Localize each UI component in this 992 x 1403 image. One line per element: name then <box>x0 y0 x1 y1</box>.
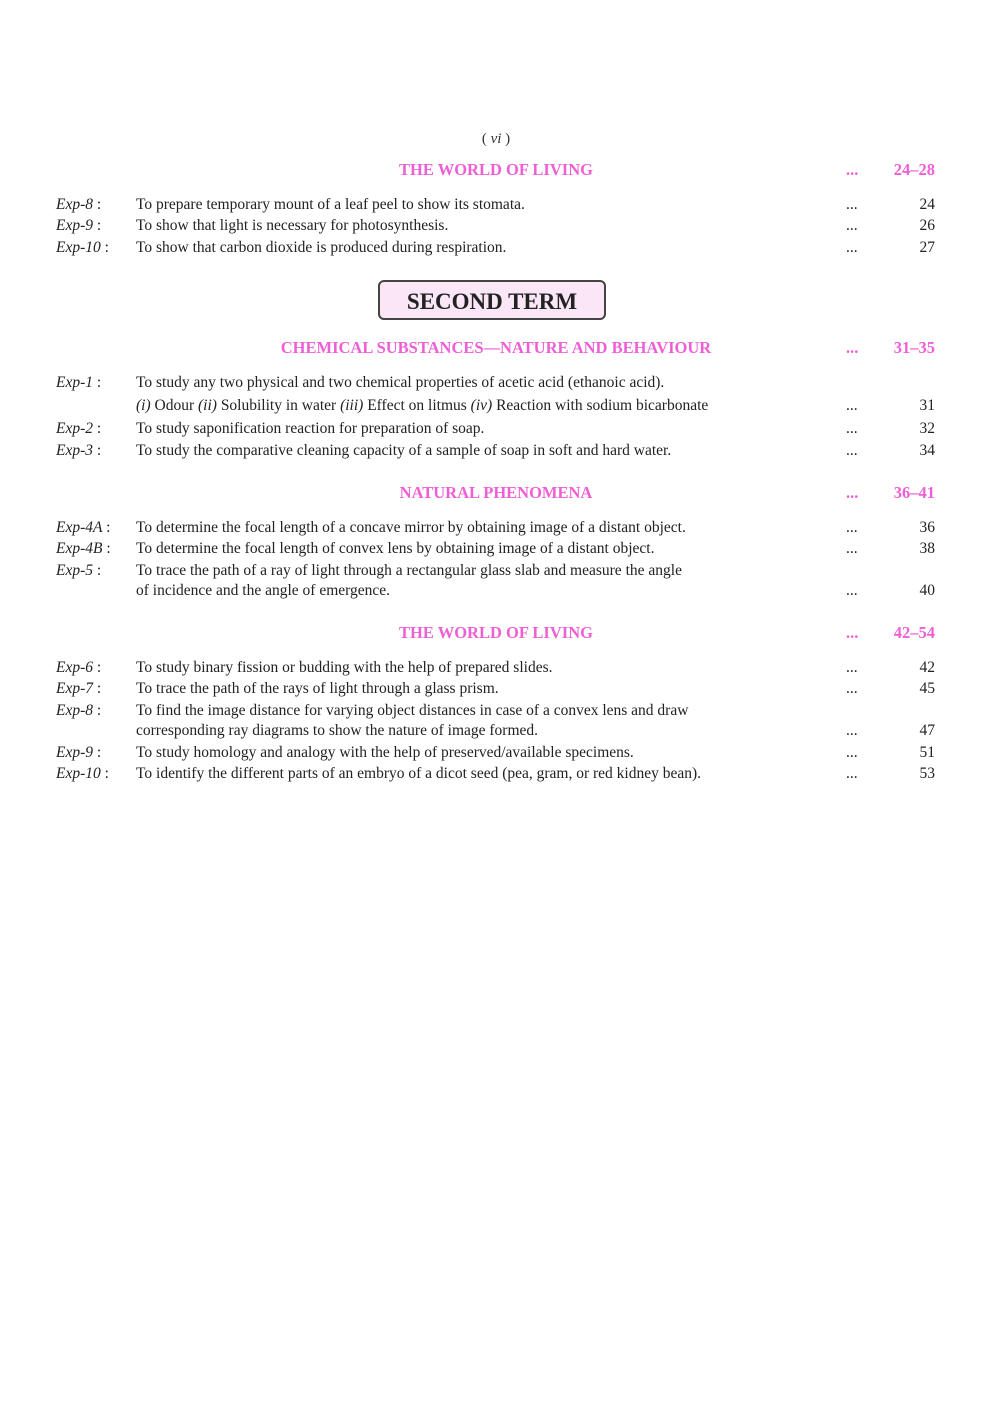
section-title: THE WORLD OF LIVING <box>399 160 593 179</box>
exp-label: Exp-10 : <box>56 239 109 256</box>
toc-row <box>0 678 992 699</box>
exp-description: To study the comparative cleaning capacity of a sample of soap in soft and hard water. <box>136 442 672 459</box>
toc-row <box>0 395 992 416</box>
exp-description: To determine the focal length of a concave mirror by obtaining image of a distant object. <box>136 519 686 536</box>
term-heading: SECOND TERM <box>378 280 606 320</box>
leader-dots: ... <box>846 338 859 357</box>
page-ref: 32 <box>919 420 935 437</box>
exp-description: To find the image distance for varying object distances in case of a convex lens and draw <box>136 702 689 719</box>
exp-label: Exp-10 : <box>56 765 109 782</box>
section-pages: 24–28 <box>893 160 935 179</box>
exp-label: Exp-3 : <box>56 442 102 459</box>
exp-label: Exp-1 : <box>56 374 102 391</box>
toc-row <box>0 763 992 784</box>
page-ref: 47 <box>919 722 935 739</box>
exp-label: Exp-4B : <box>56 540 111 557</box>
page-ref: 31 <box>919 397 935 414</box>
exp-description: To study saponification reaction for preparation of soap. <box>136 420 485 437</box>
toc-row <box>0 418 992 439</box>
exp-description: To prepare temporary mount of a leaf peel to show its stomata. <box>136 196 525 213</box>
exp-description: To show that carbon dioxide is produced during respiration. <box>136 239 507 256</box>
toc-row <box>0 657 992 678</box>
leader-dots: ... <box>846 442 858 459</box>
exp-description: To trace the path of a ray of light through a rectangular glass slab and measure the angle <box>136 562 682 579</box>
toc-row <box>0 194 992 215</box>
toc-row <box>0 215 992 236</box>
exp-label: Exp-2 : <box>56 420 102 437</box>
section-title: NATURAL PHENOMENA <box>399 483 593 502</box>
exp-label: Exp-8 : <box>56 702 102 719</box>
exp-label: Exp-8 : <box>56 196 102 213</box>
leader-dots: ... <box>846 519 858 536</box>
leader-dots: ... <box>846 217 858 234</box>
page-ref: 40 <box>919 582 935 599</box>
section-title: CHEMICAL SUBSTANCES—NATURE AND BEHAVIOUR <box>280 338 712 357</box>
toc-row <box>0 517 992 538</box>
leader-dots: ... <box>846 744 858 761</box>
leader-dots: ... <box>846 196 858 213</box>
exp-label: Exp-4A : <box>56 519 111 536</box>
section-heading <box>0 338 992 362</box>
page-ref: 38 <box>919 540 935 557</box>
exp-description: To trace the path of the rays of light through a glass prism. <box>136 680 499 697</box>
toc-row <box>0 538 992 559</box>
leader-dots: ... <box>846 540 858 557</box>
leader-dots: ... <box>846 420 858 437</box>
toc-row <box>0 720 992 741</box>
page-ref: 26 <box>919 217 935 234</box>
page-ref: 42 <box>919 659 935 676</box>
exp-label: Exp-7 : <box>56 680 102 697</box>
toc-row <box>0 742 992 763</box>
exp-label: Exp-6 : <box>56 659 102 676</box>
toc-row <box>0 237 992 258</box>
leader-dots: ... <box>846 623 859 642</box>
page-ref: 27 <box>919 239 935 256</box>
page-ref: 53 <box>919 765 935 782</box>
exp-description: To study homology and analogy with the help of preserved/available specimens. <box>136 744 634 761</box>
leader-dots: ... <box>846 765 858 782</box>
section-heading <box>0 623 992 647</box>
exp-description-continued: of incidence and the angle of emergence. <box>136 582 391 599</box>
exp-label: Exp-9 : <box>56 217 102 234</box>
toc-row <box>0 440 992 461</box>
section-heading <box>0 160 992 184</box>
exp-description-continued: corresponding ray diagrams to show the nature of image formed. <box>136 722 539 739</box>
exp-description: To study binary fission or budding with the help of prepared slides. <box>136 659 553 676</box>
page-ref: 51 <box>919 744 935 761</box>
exp-description: To identify the different parts of an embryo of a dicot seed (pea, gram, or red kidney bean). <box>136 765 702 782</box>
leader-dots: ... <box>846 680 858 697</box>
section-pages: 31–35 <box>893 338 935 357</box>
exp-description-continued: (i) Odour (ii) Solubility in water (iii) Effect on litmus (iv) Reaction with sodium bicarbonate <box>136 397 709 414</box>
leader-dots: ... <box>846 582 858 599</box>
leader-dots: ... <box>846 483 859 502</box>
leader-dots: ... <box>846 239 858 256</box>
toc-row <box>0 700 992 721</box>
toc-row <box>0 580 992 601</box>
page-ref: 24 <box>919 196 935 213</box>
leader-dots: ... <box>846 397 858 414</box>
page-number: ( vi ) <box>481 131 511 147</box>
section-heading <box>0 483 992 507</box>
exp-description: To study any two physical and two chemical properties of acetic acid (ethanoic acid). <box>136 374 665 391</box>
toc-row <box>0 372 992 393</box>
page-ref: 36 <box>919 519 935 536</box>
exp-description: To show that light is necessary for photosynthesis. <box>136 217 449 234</box>
section-title: THE WORLD OF LIVING <box>399 623 593 642</box>
exp-label: Exp-9 : <box>56 744 102 761</box>
leader-dots: ... <box>846 659 858 676</box>
page-ref: 45 <box>919 680 935 697</box>
leader-dots: ... <box>846 160 859 179</box>
toc-row <box>0 560 992 581</box>
exp-description: To determine the focal length of convex lens by obtaining image of a distant object. <box>136 540 655 557</box>
exp-label: Exp-5 : <box>56 562 102 579</box>
section-pages: 42–54 <box>893 623 935 642</box>
section-pages: 36–41 <box>893 483 935 502</box>
leader-dots: ... <box>846 722 858 739</box>
page-ref: 34 <box>919 442 935 459</box>
